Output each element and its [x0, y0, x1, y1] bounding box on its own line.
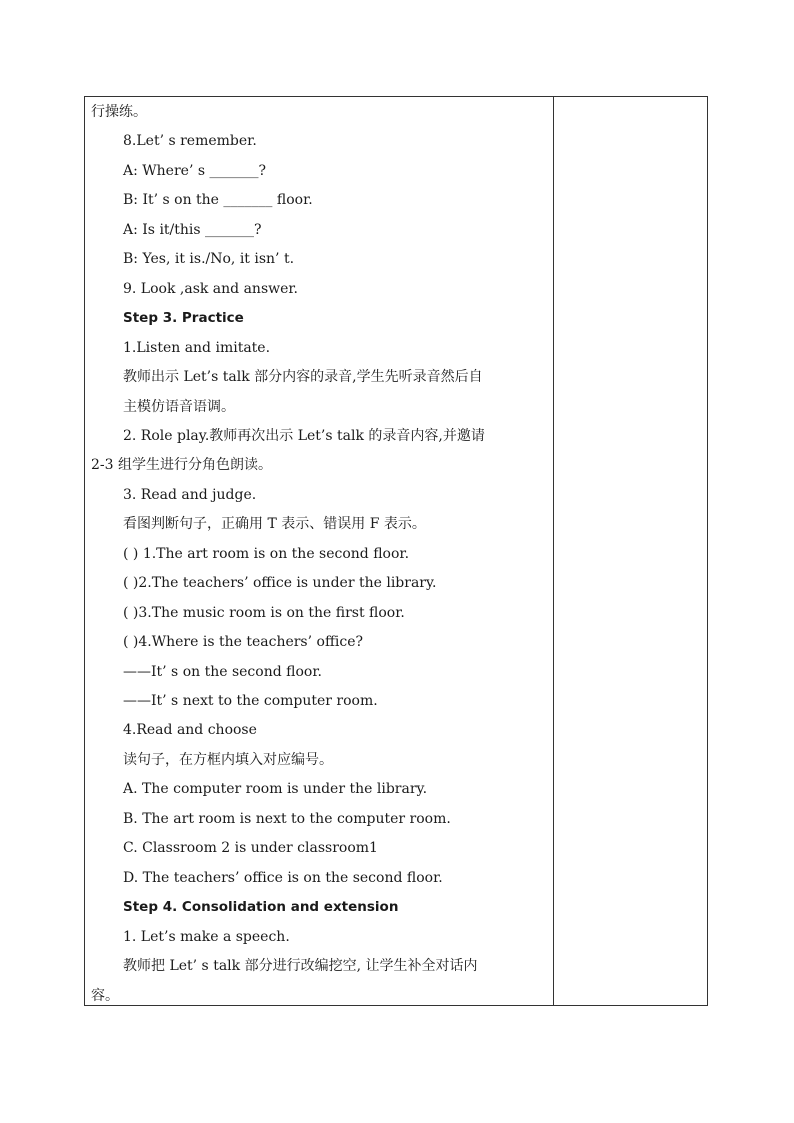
- text-line: A: Where’ s _______?: [123, 162, 266, 179]
- text-line: ( )2.The teachers’ office is under the library.: [123, 575, 437, 592]
- text-line: Step 3. Practice: [123, 310, 244, 327]
- text-line: 3. Read and judge.: [123, 486, 257, 503]
- text-line: ——It’ s next to the computer room.: [123, 693, 378, 709]
- text-line: ( ) 1.The art room is on the second floor.: [123, 545, 410, 562]
- text-line: 1.Listen and imitate.: [123, 339, 271, 356]
- text-line: ( )3.The music room is on the first floor.: [123, 604, 405, 621]
- text-line: 容。: [91, 987, 119, 1004]
- lesson-plan-table: [84, 96, 708, 1006]
- text-line: 教师出示 Let’s talk 部分内容的录音,学生先听录音然后自: [123, 369, 483, 386]
- notes-cell: [554, 97, 707, 1005]
- text-line: 读句子，在方框内填入对应编号。: [123, 751, 333, 768]
- text-line: 1. Let’s make a speech.: [123, 928, 290, 945]
- text-line: 9. Look ,ask and answer.: [123, 280, 299, 297]
- text-line: 教师把 Let’ s talk 部分进行改编挖空, 让学生补全对话内: [123, 958, 478, 975]
- text-line: A: Is it/this _______?: [123, 221, 262, 238]
- text-line: B: Yes, it is./No, it isn’ t.: [123, 251, 295, 268]
- text-line: A. The computer room is under the library.: [123, 781, 428, 798]
- text-line: 看图判断句子，正确用 T 表示、错误用 F 表示。: [123, 516, 426, 533]
- lesson-content-cell: [85, 97, 553, 1005]
- text-line: C. Classroom 2 is under classroom1: [123, 840, 378, 857]
- text-line: 2-3 组学生进行分角色朗读。: [91, 457, 272, 474]
- text-line: ——It’ s on the second floor.: [123, 663, 322, 680]
- text-line: B. The art room is next to the computer room.: [123, 810, 451, 827]
- text-line: ( )4.Where is the teachers’ office?: [123, 634, 364, 651]
- text-line: 主模仿语音语调。: [123, 398, 235, 415]
- text-line: 4.Read and choose: [123, 722, 257, 739]
- text-line: 2. Role play.教师再次出示 Let’s talk 的录音内容,并邀请: [123, 427, 485, 444]
- text-line: 行操练。: [91, 104, 147, 120]
- text-line: 8.Let’ s remember.: [123, 133, 257, 150]
- text-line: Step 4. Consolidation and extension: [123, 899, 399, 916]
- text-line: D. The teachers’ office is on the second floor.: [123, 869, 443, 886]
- text-line: B: It’ s on the _______ floor.: [123, 192, 313, 209]
